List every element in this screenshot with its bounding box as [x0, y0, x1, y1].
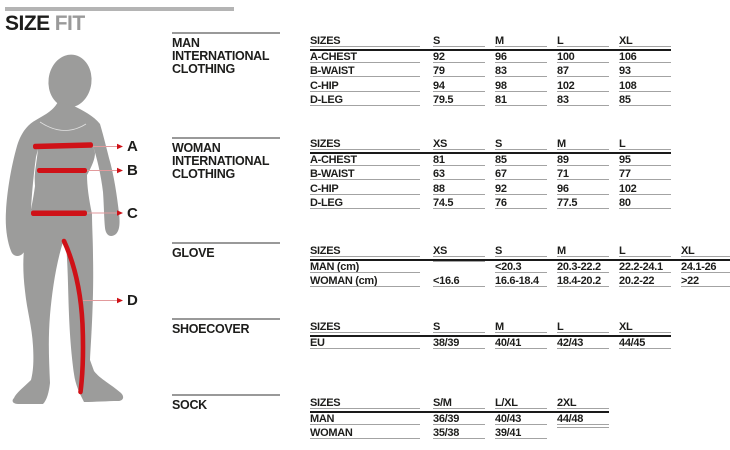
row-value-cell: 92	[495, 184, 557, 196]
row-value-cell: 71	[557, 169, 619, 181]
row-value-cell: 36/39	[433, 414, 495, 426]
row-value-cell: 38/39	[433, 338, 495, 350]
table-header-cell: S	[495, 139, 557, 151]
row-value-cell: 35/38	[433, 428, 495, 440]
row-value-cell: 42/43	[557, 338, 619, 350]
section-rule	[172, 32, 280, 34]
row-value-cell: 94	[433, 81, 495, 93]
row-value-cell: 16.6-18.4	[495, 276, 557, 288]
row-value-cell: 24.1-26	[681, 262, 730, 274]
row-value-cell: 74.5	[433, 198, 495, 210]
table-header-cell: S	[495, 246, 557, 258]
table-row	[310, 155, 681, 169]
row-value-cell: 63	[433, 169, 495, 181]
row-value-cell: 40/43	[495, 414, 557, 426]
section-label-line: INTERNATIONAL	[172, 154, 270, 168]
table-header-row	[310, 36, 681, 49]
row-value-cell: 92	[433, 52, 495, 64]
row-value-cell: 76	[495, 198, 557, 210]
row-value-cell: 102	[619, 184, 681, 196]
table-header-cell: M	[495, 322, 557, 334]
table-row	[310, 262, 730, 276]
table-header-cell: XL	[681, 246, 730, 258]
row-value-cell: 100	[557, 52, 619, 64]
table-header-cell: S	[433, 322, 495, 334]
page-title-secondary: FIT	[54, 12, 85, 35]
waist-band	[37, 168, 87, 173]
row-value-cell: 44/45	[619, 338, 681, 350]
section-rule	[172, 394, 280, 396]
table-row	[310, 184, 681, 198]
table-header-rule	[310, 335, 671, 337]
table-header-cell: SIZES	[310, 36, 433, 48]
row-value-cell: 96	[495, 52, 557, 64]
table-header-cell: M	[557, 139, 619, 151]
body-measurement-figure	[0, 0, 165, 450]
row-value-cell: <16.6	[433, 276, 495, 288]
table-row	[310, 169, 681, 183]
hip-band	[31, 211, 87, 217]
table-header-cell: SIZES	[310, 139, 433, 151]
row-value-cell: 77	[619, 169, 681, 181]
row-value-cell: 98	[495, 81, 557, 93]
row-value-cell: 79	[433, 66, 495, 78]
table-header-cell: SIZES	[310, 398, 433, 410]
table-row	[310, 95, 681, 109]
section-label-line: INTERNATIONAL	[172, 49, 270, 63]
marker-letter-waist: B	[127, 162, 138, 179]
table-header-cell: S/M	[433, 398, 495, 410]
table-row	[310, 338, 681, 352]
table-row	[310, 428, 619, 442]
table-header-cell: L/XL	[495, 398, 557, 410]
table-header-rule	[310, 49, 671, 51]
table-header-cell: L	[619, 246, 681, 258]
body-silhouette	[6, 52, 123, 404]
row-label-cell: A-CHEST	[310, 155, 433, 167]
table-header-row	[310, 398, 619, 411]
row-label-cell: MAN (cm)	[310, 262, 433, 274]
section-rule	[172, 318, 280, 320]
row-value-cell: 87	[557, 66, 619, 78]
row-label-cell: WOMAN (cm)	[310, 276, 433, 288]
row-value-cell: 95	[619, 155, 681, 167]
table-header-row	[310, 139, 681, 152]
row-value-cell: 96	[557, 184, 619, 196]
section-label	[172, 394, 290, 412]
row-value-cell: 88	[433, 184, 495, 196]
row-value-cell: 79.5	[433, 95, 495, 107]
size-table	[310, 36, 681, 110]
row-value-cell: 93	[619, 66, 681, 78]
table-row	[310, 276, 730, 290]
table-header-cell: XL	[619, 322, 681, 334]
row-value-cell: 80	[619, 198, 681, 210]
row-value-cell: 85	[619, 95, 681, 107]
size-table	[310, 139, 681, 213]
table-row	[310, 66, 681, 80]
row-value-cell: 81	[495, 95, 557, 107]
row-value-cell: 67	[495, 169, 557, 181]
row-value-cell: 83	[495, 66, 557, 78]
row-label-cell: C-HIP	[310, 81, 433, 93]
row-value-cell: 89	[557, 155, 619, 167]
section-rule	[172, 242, 280, 244]
row-label-cell: MAN	[310, 414, 433, 426]
table-header-cell: XS	[433, 139, 495, 151]
marker-letter-leg: D	[127, 292, 138, 309]
table-row	[310, 52, 681, 66]
section-label	[172, 318, 290, 336]
row-value-cell: 40/41	[495, 338, 557, 350]
row-label-cell: EU	[310, 338, 433, 350]
table-header-cell: 2XL	[557, 398, 619, 410]
section-label-line: SHOECOVER	[172, 322, 250, 336]
row-value-cell: 18.4-20.2	[557, 276, 619, 288]
table-header-cell: XL	[619, 36, 681, 48]
section-label-line: GLOVE	[172, 246, 215, 260]
section-label-line: CLOTHING	[172, 167, 235, 181]
row-label-cell: D-LEG	[310, 95, 433, 107]
row-value-cell: 44/48	[557, 414, 619, 426]
section-label	[172, 32, 290, 76]
row-value-cell: <20.3	[495, 262, 557, 274]
row-label-cell: D-LEG	[310, 198, 433, 210]
table-row	[310, 81, 681, 95]
row-label-cell: B-WAIST	[310, 66, 433, 78]
row-value-cell: 77.5	[557, 198, 619, 210]
row-value-cell: 85	[495, 155, 557, 167]
row-label-cell: C-HIP	[310, 184, 433, 196]
table-header-cell: M	[557, 246, 619, 258]
table-header-rule	[310, 152, 671, 154]
section-label-line: SOCK	[172, 398, 207, 412]
section-label-line: MAN	[172, 36, 200, 50]
row-value-cell: 20.2-22	[619, 276, 681, 288]
section-label-line: WOMAN	[172, 141, 221, 155]
row-value-cell: 102	[557, 81, 619, 93]
table-header-row	[310, 322, 681, 335]
section-label	[172, 242, 290, 260]
row-value-cell: 83	[557, 95, 619, 107]
table-header-cell: L	[557, 322, 619, 334]
row-value-cell: 106	[619, 52, 681, 64]
table-header-cell: L	[557, 36, 619, 48]
page-title-primary: SIZE	[5, 12, 50, 35]
size-table	[310, 398, 619, 443]
row-label-cell: B-WAIST	[310, 169, 433, 181]
table-row	[310, 198, 681, 212]
row-value-cell: 20.3-22.2	[557, 262, 619, 274]
section-label	[172, 137, 290, 181]
marker-letter-chest: A	[127, 138, 138, 155]
row-value-cell: >22	[681, 276, 730, 288]
row-label-cell: A-CHEST	[310, 52, 433, 64]
marker-letter-hip: C	[127, 204, 138, 222]
table-header-cell: L	[619, 139, 681, 151]
row-label-cell: WOMAN	[310, 428, 433, 440]
row-value-cell: 81	[433, 155, 495, 167]
row-value-cell: 22.2-24.1	[619, 262, 681, 274]
table-header-cell: XS	[433, 246, 495, 258]
section-rule	[172, 137, 280, 139]
size-table	[310, 246, 730, 291]
table-header-cell: SIZES	[310, 322, 433, 334]
row-value-cell: 108	[619, 81, 681, 93]
table-header-cell: SIZES	[310, 246, 433, 258]
row-value-cell: 39/41	[495, 428, 557, 440]
section-label-line: CLOTHING	[172, 62, 235, 76]
table-header-cell: M	[495, 36, 557, 48]
size-table	[310, 322, 681, 352]
table-header-cell: S	[433, 36, 495, 48]
table-header-row	[310, 246, 730, 259]
